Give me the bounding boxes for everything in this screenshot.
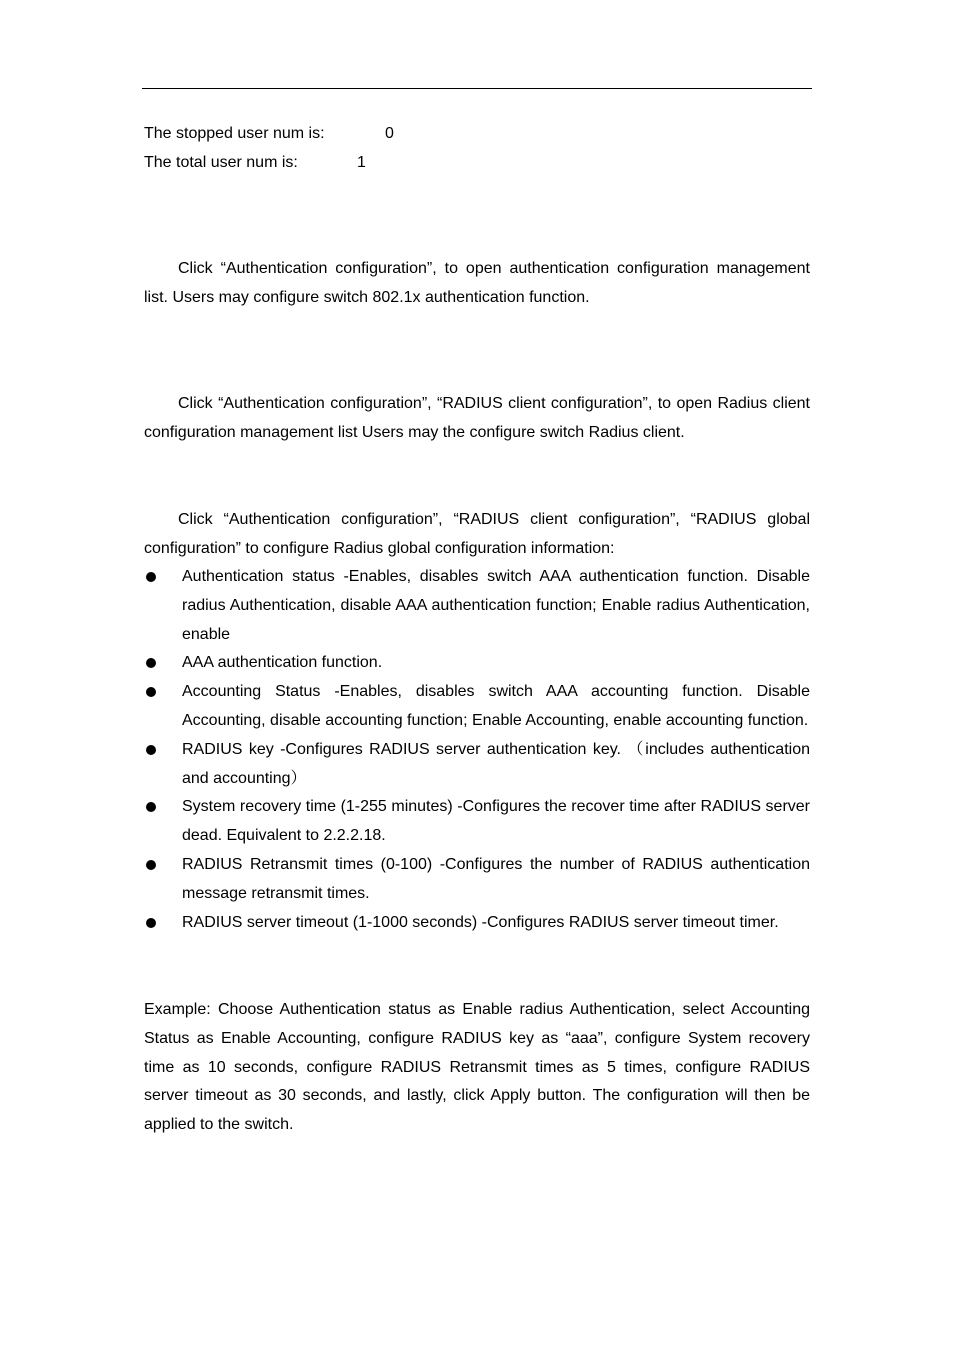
bullet-icon <box>146 745 156 755</box>
bullet-icon <box>146 687 156 697</box>
bullet-text: System recovery time (1-255 minutes) -Configures the recover time after RADIUS server dead. Equivalent to 2.2.2.18. <box>182 798 810 845</box>
settings-bullet-list <box>144 563 810 937</box>
total-user-value: 1 <box>357 154 366 171</box>
stopped-user-value: 0 <box>385 125 394 142</box>
bullet-text: RADIUS Retransmit times (0-100) -Configures the number of RADIUS authentication message retransmit times. <box>182 855 810 902</box>
bullet-text: RADIUS server timeout (1-1000 seconds) -Configures RADIUS server timeout timer. <box>182 913 779 931</box>
list-item <box>144 678 810 736</box>
list-item <box>144 793 810 851</box>
bullet-text: RADIUS key -Configures RADIUS server authentication key. （includes authentication and accounting） <box>182 740 810 787</box>
bullet-icon <box>146 658 156 668</box>
list-item <box>144 649 810 678</box>
header-rule <box>142 88 812 89</box>
total-user-line <box>144 153 366 173</box>
example-paragraph: Example: Choose Authentication status as Enable radius Authentication, select Accounting Status as Enable Accounting, configure RADIUS key as “aaa”, configure System recovery time as 10 seconds, configure RADIUS Retransmit times as 5 times, configure RADIUS server timeout as 30 seconds, and lastly, click Apply button. The configuration will then be applied to the switch. <box>144 1001 810 1134</box>
radius-global-paragraph: Click “Authentication configuration”, “RADIUS client configuration”, “RADIUS global configuration” to configure Radius global configuration information: <box>144 511 810 557</box>
total-user-label: The total user num is: <box>144 154 298 171</box>
stopped-user-label: The stopped user num is: <box>144 125 325 142</box>
list-item <box>144 563 810 649</box>
auth-config-paragraph: Click “Authentication configuration”, to open authentication configuration management list. Users may configure switch 802.1x authentication function. <box>144 260 810 306</box>
stopped-user-line <box>144 124 394 144</box>
bullet-icon <box>146 572 156 582</box>
bullet-icon <box>146 802 156 812</box>
bullet-text: Authentication status -Enables, disables switch AAA authentication function. Disable radius Authentication, disable AAA authentication function; Enable radius Authentication, enable <box>182 568 810 643</box>
list-item <box>144 736 810 794</box>
radius-client-paragraph: Click “Authentication configuration”, “RADIUS client configuration”, to open Radius client configuration management list Users may the configure switch Radius client. <box>144 395 810 441</box>
bullet-icon <box>146 860 156 870</box>
list-item <box>144 851 810 909</box>
bullet-icon <box>146 918 156 928</box>
list-item <box>144 909 810 938</box>
bullet-text: AAA authentication function. <box>182 654 383 672</box>
bullet-text: Accounting Status -Enables, disables switch AAA accounting function. Disable Accounting, disable accounting function; Enable Accounting, enable accounting function. <box>182 683 810 729</box>
